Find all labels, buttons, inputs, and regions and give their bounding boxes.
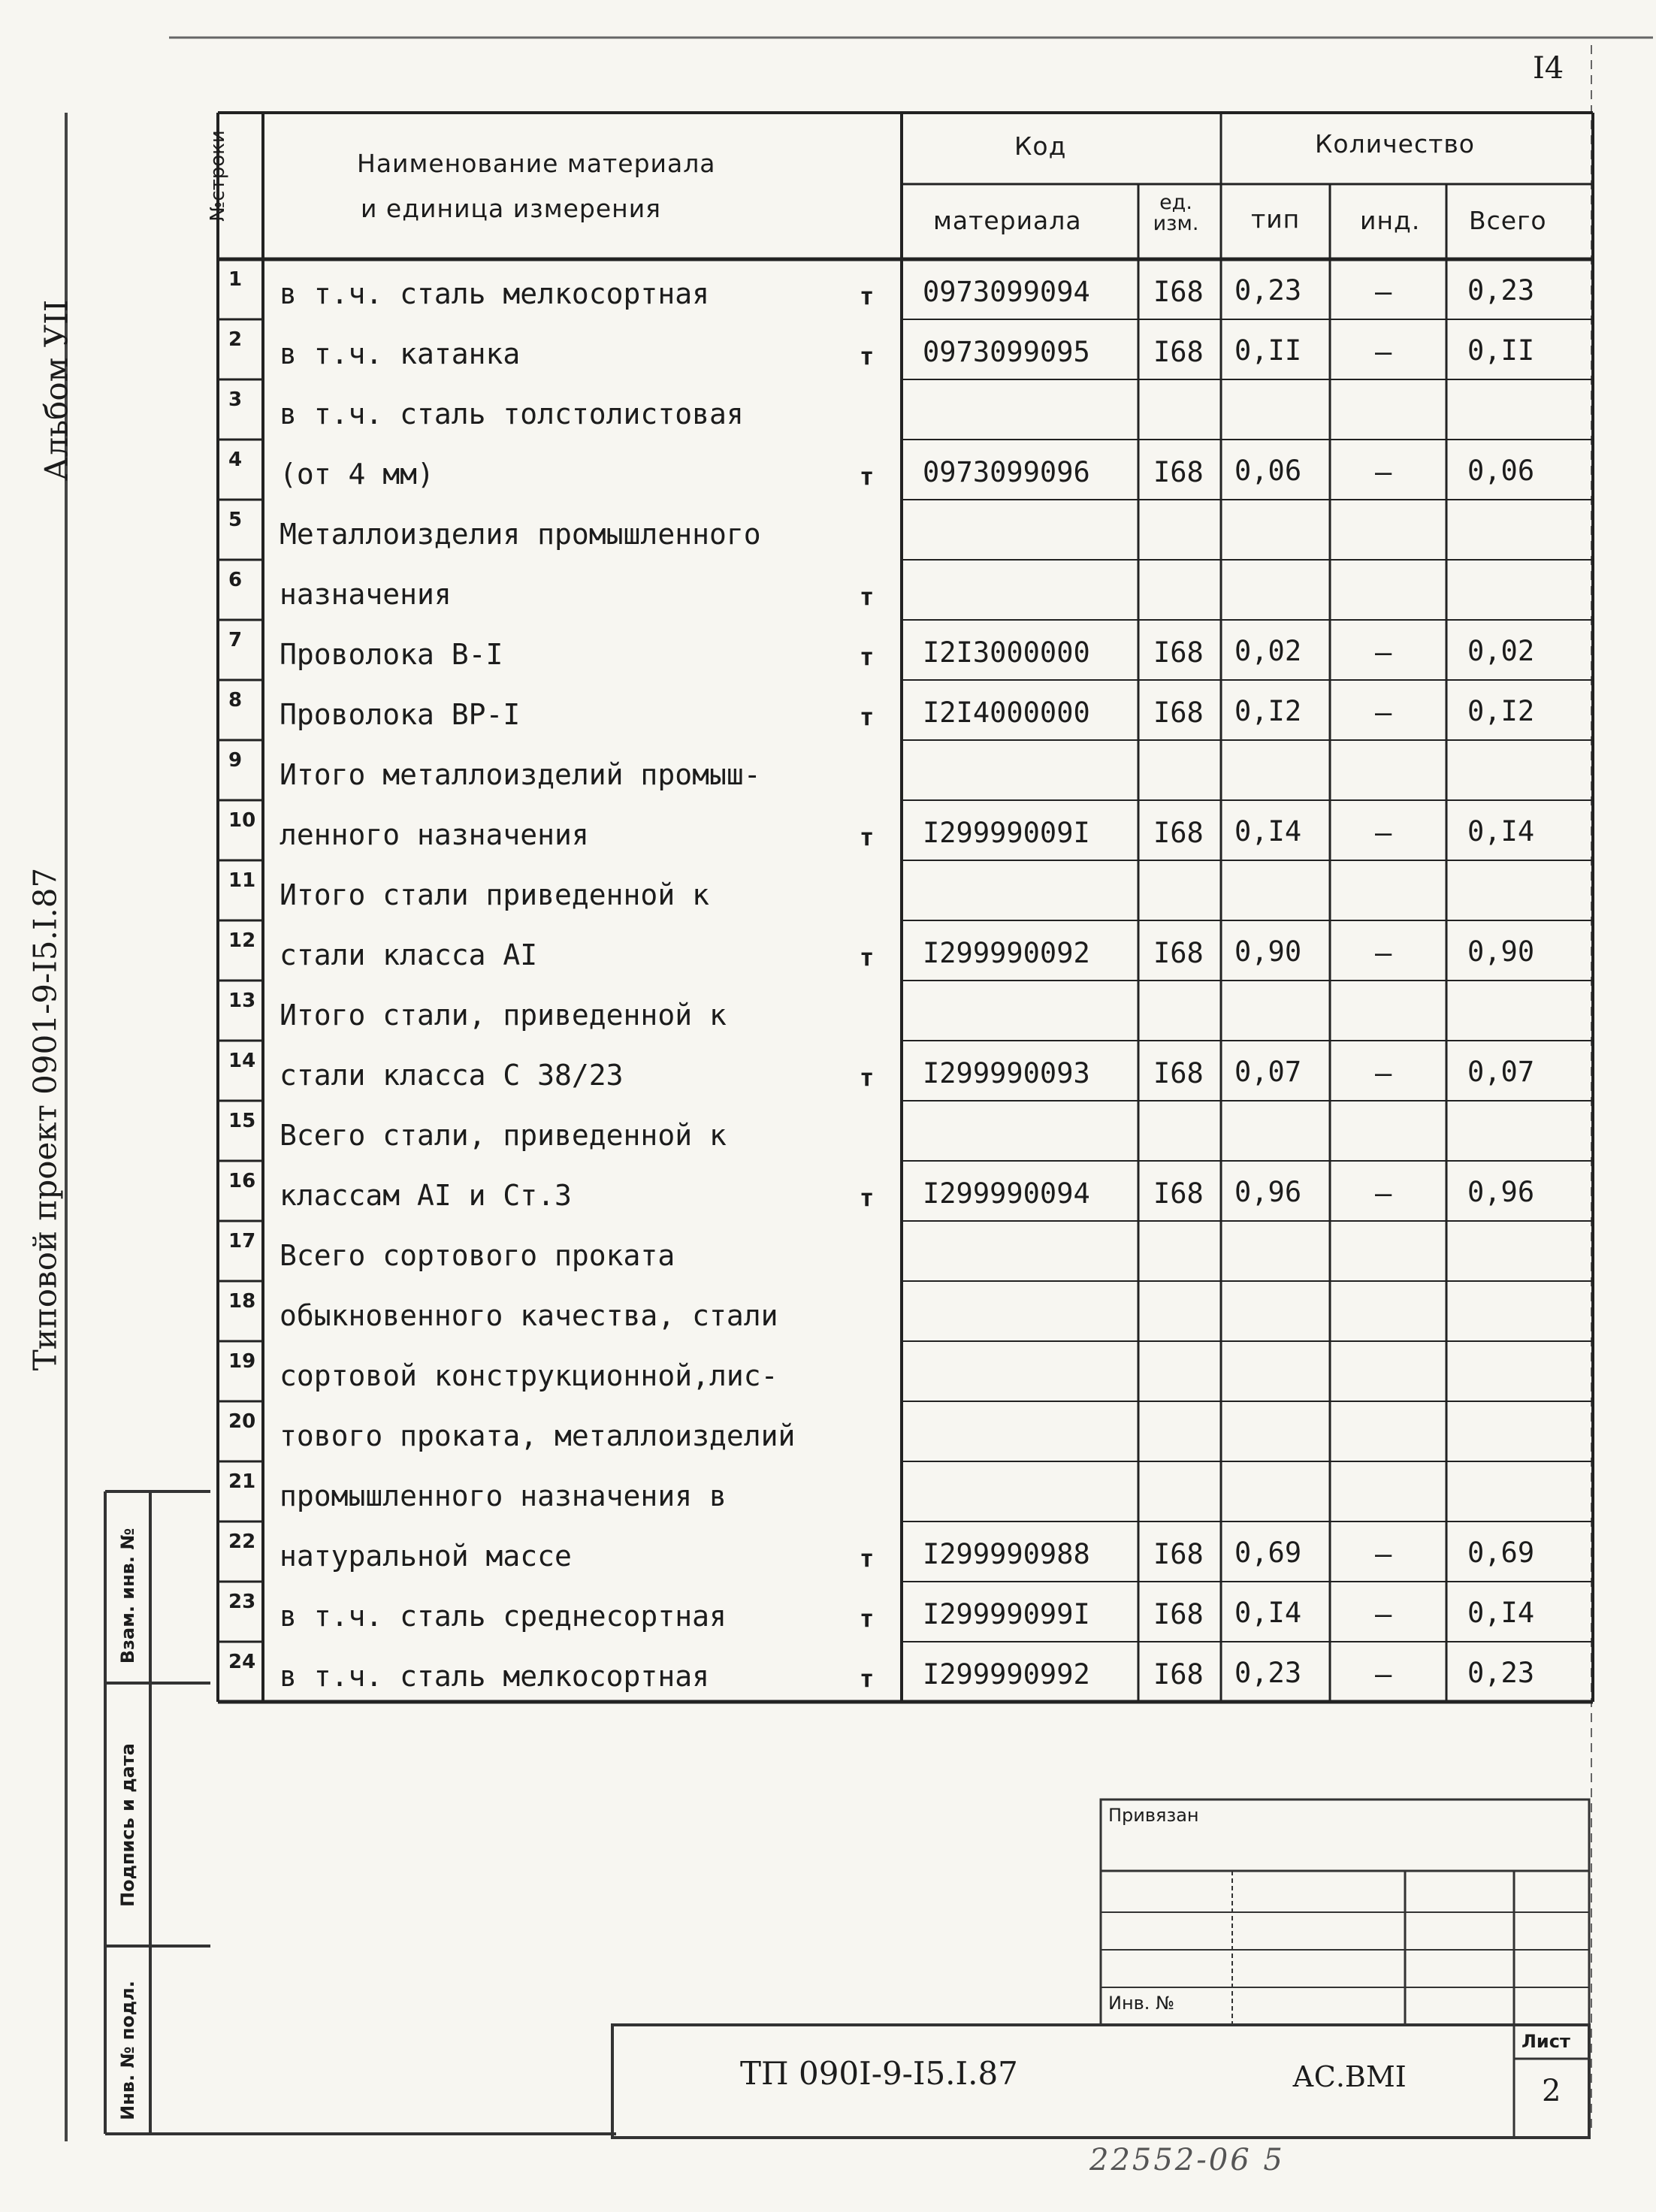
material-code: I29999009I	[923, 817, 1090, 849]
unit-code: I68	[1153, 817, 1204, 849]
row-number: 13	[228, 990, 256, 1012]
qty-total: 0,II	[1467, 334, 1535, 367]
album-label: Альбом УII	[38, 299, 75, 482]
qty-total: 0,69	[1467, 1537, 1535, 1569]
material-name: обыкновенного качества, стали	[280, 1299, 778, 1332]
material-name: натуральной массе	[280, 1540, 572, 1573]
header-name-1: Наименование материала	[357, 149, 716, 178]
material-name: Итого стали приведенной к	[280, 878, 709, 911]
unit-code: I68	[1153, 1057, 1204, 1089]
row-number: 10	[228, 809, 256, 832]
header-name-2: и единица измерения	[361, 194, 662, 223]
unit-code: I68	[1153, 1538, 1204, 1570]
material-name: стали класса С 38/23	[280, 1059, 624, 1092]
material-code: I299990094	[923, 1177, 1090, 1210]
qty-type: 0,I2	[1234, 695, 1302, 727]
page-number: I4	[1533, 51, 1564, 86]
row-number: 11	[228, 869, 256, 892]
qty-ind: –	[1375, 336, 1392, 368]
material-name: Итого стали, приведенной к	[280, 999, 727, 1032]
material-name: Проволока В-I	[280, 638, 503, 671]
material-code: 0973099096	[923, 456, 1090, 488]
qty-total: 0,07	[1467, 1056, 1535, 1088]
stamp-podpis: Подпись и дата	[117, 1743, 138, 1907]
row-number: 2	[228, 328, 243, 351]
qty-ind: –	[1375, 456, 1392, 488]
qty-ind: –	[1375, 817, 1392, 849]
material-name: в т.ч. сталь мелкосортная	[280, 1660, 709, 1693]
qty-total: 0,I4	[1467, 1597, 1535, 1629]
material-name: сортовой конструкционной,лис-	[280, 1359, 778, 1392]
row-number: 17	[228, 1230, 256, 1253]
row-number: 14	[228, 1050, 256, 1072]
unit-code: I68	[1153, 636, 1204, 669]
material-code: 0973099095	[923, 336, 1090, 368]
material-code: I299990092	[923, 937, 1090, 969]
unit-mark: т	[860, 823, 875, 851]
stamp-inv: Инв. № подл.	[117, 1981, 138, 2120]
row-number: 18	[228, 1290, 256, 1313]
material-code: 0973099094	[923, 276, 1090, 308]
qty-ind: –	[1375, 1658, 1392, 1691]
unit-code: I68	[1153, 456, 1204, 488]
row-number: 16	[228, 1170, 256, 1192]
material-name: Проволока ВР-I	[280, 698, 521, 731]
unit-code: I68	[1153, 1658, 1204, 1691]
row-number: 20	[228, 1410, 256, 1433]
unit-mark: т	[860, 1544, 875, 1573]
qty-total: 0,02	[1467, 635, 1535, 667]
qty-ind: –	[1375, 276, 1392, 308]
unit-mark: т	[860, 342, 875, 370]
material-name: классам АI и Ст.3	[280, 1179, 572, 1212]
header-code-group: Код	[1014, 131, 1067, 161]
row-number: 6	[228, 569, 243, 591]
unit-mark: т	[860, 943, 875, 972]
row-number: 9	[228, 749, 243, 772]
material-code: I299990992	[923, 1658, 1090, 1691]
unit-code: I68	[1153, 1177, 1204, 1210]
header-unit: ед. изм.	[1153, 191, 1199, 235]
qty-ind: –	[1375, 937, 1392, 969]
qty-total: 0,23	[1467, 1657, 1535, 1689]
unit-code: I68	[1153, 697, 1204, 729]
material-name: в т.ч. сталь среднесортная	[280, 1600, 727, 1633]
material-name: в т.ч. катанка	[280, 337, 521, 370]
qty-type: 0,23	[1234, 274, 1302, 307]
row-number: 7	[228, 629, 243, 651]
row-number: 8	[228, 689, 243, 712]
qty-type: 0,69	[1234, 1537, 1302, 1569]
material-name: ленного назначения	[280, 818, 589, 851]
material-name: в т.ч. сталь мелкосортная	[280, 277, 709, 310]
header-material: материала	[933, 206, 1082, 235]
qty-total: 0,96	[1467, 1176, 1535, 1208]
document-code: ТП 090I-9-I5.I.87	[740, 2055, 1018, 2092]
qty-total: 0,90	[1467, 935, 1535, 968]
qty-ind: –	[1375, 1598, 1392, 1630]
qty-ind: –	[1375, 697, 1392, 729]
row-number: 15	[228, 1110, 256, 1132]
qty-type: 0,II	[1234, 334, 1302, 367]
qty-total: 0,23	[1467, 274, 1535, 307]
row-number: 3	[228, 388, 243, 411]
unit-code: I68	[1153, 1598, 1204, 1630]
qty-type: 0,02	[1234, 635, 1302, 667]
unit-mark: т	[860, 462, 875, 491]
qty-total: 0,I4	[1467, 815, 1535, 848]
material-name: стали класса АI	[280, 938, 538, 972]
unit-code: I68	[1153, 276, 1204, 308]
unit-mark: т	[860, 582, 875, 611]
qty-type: 0,07	[1234, 1056, 1302, 1088]
material-name: тового проката, металлоизделий	[280, 1419, 796, 1452]
row-number: 1	[228, 268, 243, 291]
qty-total: 0,06	[1467, 455, 1535, 487]
project-label: Типовой проект 0901-9-I5.I.87	[26, 867, 64, 1371]
qty-ind: –	[1375, 636, 1392, 669]
unit-mark: т	[860, 703, 875, 731]
qty-ind: –	[1375, 1057, 1392, 1089]
qty-type: 0,I4	[1234, 1597, 1302, 1629]
material-code: I299990988	[923, 1538, 1090, 1570]
material-code: I299990093	[923, 1057, 1090, 1089]
stamp-vzam: Взам. инв. №	[117, 1528, 138, 1664]
material-name: Итого металлоизделий промыш-	[280, 758, 761, 791]
stamp-privyazan: Привязан	[1108, 1805, 1199, 1826]
qty-type: 0,23	[1234, 1657, 1302, 1689]
material-name: Всего сортового проката	[280, 1239, 675, 1272]
row-number: 19	[228, 1350, 256, 1373]
unit-mark: т	[860, 1183, 875, 1212]
header-ind: инд.	[1360, 206, 1421, 235]
sheet-number: 2	[1542, 2074, 1561, 2108]
qty-type: 0,I4	[1234, 815, 1302, 848]
header-total: Всего	[1469, 206, 1547, 235]
material-name: промышленного назначения в	[280, 1479, 727, 1512]
unit-mark: т	[860, 1063, 875, 1092]
unit-code: I68	[1153, 336, 1204, 368]
row-number: 21	[228, 1470, 256, 1493]
unit-code: I68	[1153, 937, 1204, 969]
row-number: 4	[228, 449, 243, 471]
material-name: в т.ч. сталь толстолистовая	[280, 397, 744, 431]
qty-type: 0,96	[1234, 1176, 1302, 1208]
qty-type: 0,90	[1234, 935, 1302, 968]
unit-mark: т	[860, 1664, 875, 1693]
material-name: назначения	[280, 578, 452, 611]
header-type: тип	[1251, 204, 1301, 234]
row-number: 24	[228, 1651, 256, 1673]
footer-note: 22552-06 5	[1089, 2143, 1285, 2177]
header-quantity-group: Количество	[1315, 129, 1475, 159]
material-name: (от 4 мм)	[280, 458, 434, 491]
material-code: I29999099I	[923, 1598, 1090, 1630]
row-number: 23	[228, 1591, 256, 1613]
row-number: 22	[228, 1531, 256, 1553]
unit-mark: т	[860, 642, 875, 671]
sheet-label: Лист	[1522, 2031, 1570, 2052]
unit-mark: т	[860, 282, 875, 310]
material-code: I2I4000000	[923, 697, 1090, 729]
unit-mark: т	[860, 1604, 875, 1633]
material-name: Металлоизделия промышленного	[280, 518, 761, 551]
row-number: 5	[228, 509, 243, 531]
qty-ind: –	[1375, 1177, 1392, 1210]
qty-total: 0,I2	[1467, 695, 1535, 727]
qty-ind: –	[1375, 1538, 1392, 1570]
header-row-no: №строки	[207, 130, 229, 222]
material-code: I2I3000000	[923, 636, 1090, 669]
stamp-inv-no: Инв. №	[1108, 1993, 1175, 2014]
row-number: 12	[228, 929, 256, 952]
qty-type: 0,06	[1234, 455, 1302, 487]
material-name: Всего стали, приведенной к	[280, 1119, 727, 1152]
document-section: АС.ВМI	[1292, 2060, 1407, 2093]
